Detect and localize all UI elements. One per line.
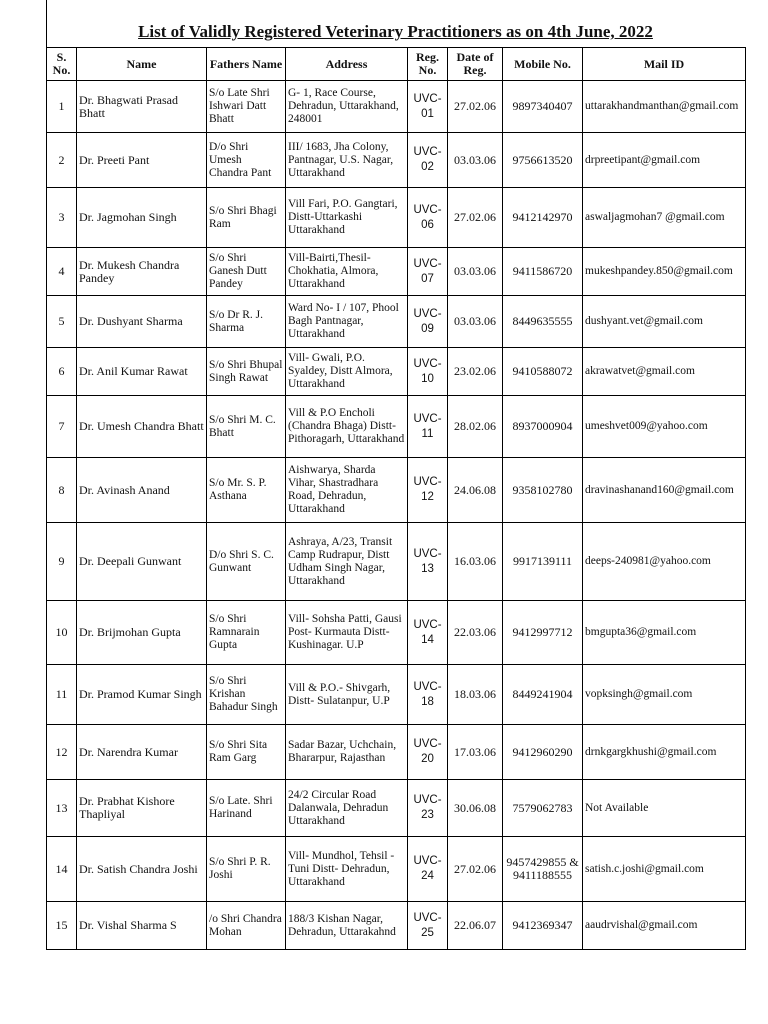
- row-father-name: /o Shri Chandra Mohan: [207, 902, 286, 950]
- row-father-name: D/o Shri S. C. Gunwant: [207, 523, 286, 601]
- row-sno: 9: [47, 523, 77, 601]
- table-row: [47, 665, 746, 725]
- row-sno: 2: [47, 133, 77, 188]
- row-reg-no: UVC-20: [408, 725, 448, 780]
- row-reg-date: 27.02.06: [448, 81, 503, 133]
- row-father-name: S/o Shri Ganesh Dutt Pandey: [207, 248, 286, 296]
- header-sno: S. No.: [47, 48, 77, 81]
- row-reg-no: UVC-12: [408, 458, 448, 523]
- row-father-name: S/o Shri Krishan Bahadur Singh: [207, 665, 286, 725]
- row-reg-no: UVC-10: [408, 348, 448, 396]
- row-reg-no: UVC-07: [408, 248, 448, 296]
- row-address: Ashraya, A/23, Transit Camp Rudrapur, Distt Udham Singh Nagar, Uttarakhand: [286, 523, 408, 601]
- row-father-name: D/o Shri Umesh Chandra Pant: [207, 133, 286, 188]
- header-father: Fathers Name: [207, 48, 286, 81]
- table-row: [47, 188, 746, 248]
- row-address: Aishwarya, Sharda Vihar, Shastradhara Road, Dehradun, Uttarakhand: [286, 458, 408, 523]
- row-mail-id: vopksingh@gmail.com: [583, 665, 746, 725]
- row-reg-no: UVC-09: [408, 296, 448, 348]
- row-address: Vill- Gwali, P.O. Syaldey, Distt Almora, Uttarakhand: [286, 348, 408, 396]
- row-address: Vill- Mundhol, Tehsil - Tuni Distt- Dehradun, Uttarakhand: [286, 837, 408, 902]
- row-reg-no: UVC-25: [408, 902, 448, 950]
- row-name: Dr. Jagmohan Singh: [77, 188, 207, 248]
- row-mobile: 9410588072: [503, 348, 583, 396]
- row-mobile: 9412960290: [503, 725, 583, 780]
- row-name: Dr. Deepali Gunwant: [77, 523, 207, 601]
- table-header-row: [47, 48, 746, 81]
- row-mail-id: mukeshpandey.850@gmail.com: [583, 248, 746, 296]
- row-reg-no: UVC-14: [408, 601, 448, 665]
- row-address: Vill- Sohsha Patti, Gausi Post- Kurmauta Distt- Kushinagar. U.P: [286, 601, 408, 665]
- row-name: Dr. Prabhat Kishore Thapliyal: [77, 780, 207, 837]
- row-sno: 15: [47, 902, 77, 950]
- row-sno: 4: [47, 248, 77, 296]
- row-father-name: S/o Shri P. R. Joshi: [207, 837, 286, 902]
- row-mail-id: drnkgargkhushi@gmail.com: [583, 725, 746, 780]
- row-mail-id: Not Available: [583, 780, 746, 837]
- row-reg-date: 18.03.06: [448, 665, 503, 725]
- table-row: [47, 248, 746, 296]
- table-row: [47, 296, 746, 348]
- row-address: 24/2 Circular Road Dalanwala, Dehradun Uttarakhand: [286, 780, 408, 837]
- row-address: 188/3 Kishan Nagar, Dehradun, Uttarakahnd: [286, 902, 408, 950]
- row-mail-id: umeshvet009@yahoo.com: [583, 396, 746, 458]
- row-mail-id: aswaljagmohan7 @gmail.com: [583, 188, 746, 248]
- row-mobile: 9457429855 & 9411188555: [503, 837, 583, 902]
- row-sno: 6: [47, 348, 77, 396]
- row-address: G- 1, Race Course, Dehradun, Uttarakhand, 248001: [286, 81, 408, 133]
- row-reg-no: UVC-18: [408, 665, 448, 725]
- row-name: Dr. Satish Chandra Joshi: [77, 837, 207, 902]
- row-sno: 10: [47, 601, 77, 665]
- row-mobile: 9897340407: [503, 81, 583, 133]
- row-name: Dr. Preeti Pant: [77, 133, 207, 188]
- table-row: [47, 837, 746, 902]
- row-mobile: 9358102780: [503, 458, 583, 523]
- table-row: [47, 601, 746, 665]
- row-mail-id: aaudrvishal@gmail.com: [583, 902, 746, 950]
- row-reg-date: 03.03.06: [448, 133, 503, 188]
- header-mail: Mail ID: [583, 48, 746, 81]
- table-row: [47, 133, 746, 188]
- row-name: Dr. Mukesh Chandra Pandey: [77, 248, 207, 296]
- row-name: Dr. Narendra Kumar: [77, 725, 207, 780]
- row-reg-date: 03.03.06: [448, 248, 503, 296]
- practitioners-table: [46, 47, 746, 950]
- header-mobile: Mobile No.: [503, 48, 583, 81]
- table-row: [47, 396, 746, 458]
- page-title: List of Validly Registered Veterinary Practitioners as on 4th June, 2022: [138, 22, 653, 41]
- row-father-name: S/o Shri M. C. Bhatt: [207, 396, 286, 458]
- row-name: Dr. Vishal Sharma S: [77, 902, 207, 950]
- row-father-name: S/o Dr R. J. Sharma: [207, 296, 286, 348]
- row-address: Ward No- I / 107, Phool Bagh Pantnagar, Uttarakhand: [286, 296, 408, 348]
- row-mobile: 9756613520: [503, 133, 583, 188]
- row-address: Vill & P.O Encholi (Chandra Bhaga) Distt- Pithoragarh, Uttarakhand: [286, 396, 408, 458]
- row-reg-date: 22.03.06: [448, 601, 503, 665]
- row-mobile: 8937000904: [503, 396, 583, 458]
- row-sno: 3: [47, 188, 77, 248]
- row-sno: 1: [47, 81, 77, 133]
- row-reg-date: 27.02.06: [448, 188, 503, 248]
- row-sno: 11: [47, 665, 77, 725]
- row-reg-date: 16.03.06: [448, 523, 503, 601]
- row-mobile: 8449635555: [503, 296, 583, 348]
- table-row: [47, 725, 746, 780]
- row-mail-id: bmgupta36@gmail.com: [583, 601, 746, 665]
- row-mobile: 7579062783: [503, 780, 583, 837]
- row-name: Dr. Anil Kumar Rawat: [77, 348, 207, 396]
- row-address: Vill & P.O.- Shivgarh, Distt- Sulatanpur, U.P: [286, 665, 408, 725]
- row-mail-id: dravinashanand160@gmail.com: [583, 458, 746, 523]
- row-father-name: S/o Shri Sita Ram Garg: [207, 725, 286, 780]
- row-mobile: 9917139111: [503, 523, 583, 601]
- row-name: Dr. Bhagwati Prasad Bhatt: [77, 81, 207, 133]
- row-mobile: 9412369347: [503, 902, 583, 950]
- row-name: Dr. Dushyant Sharma: [77, 296, 207, 348]
- row-reg-no: UVC-01: [408, 81, 448, 133]
- row-mobile: 8449241904: [503, 665, 583, 725]
- row-mobile: 9411586720: [503, 248, 583, 296]
- row-sno: 14: [47, 837, 77, 902]
- row-reg-no: UVC-13: [408, 523, 448, 601]
- row-reg-date: 17.03.06: [448, 725, 503, 780]
- row-sno: 5: [47, 296, 77, 348]
- row-address: Sadar Bazar, Uchchain, Bhararpur, Rajasthan: [286, 725, 408, 780]
- table-row: [47, 523, 746, 601]
- row-name: Dr. Brijmohan Gupta: [77, 601, 207, 665]
- row-name: Dr. Umesh Chandra Bhatt: [77, 396, 207, 458]
- row-reg-date: 30.06.08: [448, 780, 503, 837]
- header-reg: Reg. No.: [408, 48, 448, 81]
- row-mail-id: uttarakhandmanthan@gmail.com: [583, 81, 746, 133]
- row-name: Dr. Avinash Anand: [77, 458, 207, 523]
- row-sno: 13: [47, 780, 77, 837]
- row-mobile: 9412997712: [503, 601, 583, 665]
- row-reg-no: UVC-06: [408, 188, 448, 248]
- row-name: Dr. Pramod Kumar Singh: [77, 665, 207, 725]
- header-address: Address: [286, 48, 408, 81]
- row-sno: 8: [47, 458, 77, 523]
- row-father-name: S/o Shri Bhupal Singh Rawat: [207, 348, 286, 396]
- row-father-name: S/o Late. Shri Harinand: [207, 780, 286, 837]
- row-reg-date: 22.06.07: [448, 902, 503, 950]
- header-date: Date of Reg.: [448, 48, 503, 81]
- row-mobile: 9412142970: [503, 188, 583, 248]
- row-reg-no: UVC-23: [408, 780, 448, 837]
- row-sno: 7: [47, 396, 77, 458]
- row-father-name: S/o Late Shri Ishwari Datt Bhatt: [207, 81, 286, 133]
- row-mail-id: akrawatvet@gmail.com: [583, 348, 746, 396]
- row-sno: 12: [47, 725, 77, 780]
- header-name: Name: [77, 48, 207, 81]
- row-father-name: S/o Shri Bhagi Ram: [207, 188, 286, 248]
- table-row: [47, 902, 746, 950]
- table-row: [47, 348, 746, 396]
- row-reg-date: 24.06.08: [448, 458, 503, 523]
- row-father-name: S/o Mr. S. P. Asthana: [207, 458, 286, 523]
- row-mail-id: deeps-240981@yahoo.com: [583, 523, 746, 601]
- row-address: III/ 1683, Jha Colony, Pantnagar, U.S. Nagar, Uttarakhand: [286, 133, 408, 188]
- row-mail-id: satish.c.joshi@gmail.com: [583, 837, 746, 902]
- row-reg-date: 27.02.06: [448, 837, 503, 902]
- row-reg-no: UVC-02: [408, 133, 448, 188]
- row-reg-no: UVC-24: [408, 837, 448, 902]
- row-reg-no: UVC-11: [408, 396, 448, 458]
- row-mail-id: dushyant.vet@gmail.com: [583, 296, 746, 348]
- table-row: [47, 458, 746, 523]
- row-reg-date: 23.02.06: [448, 348, 503, 396]
- row-address: Vill Fari, P.O. Gangtari, Distt-Uttarkashi Uttarakhand: [286, 188, 408, 248]
- row-address: Vill-Bairti,Thesil-Chokhatia, Almora, Uttarakhand: [286, 248, 408, 296]
- table-row: [47, 81, 746, 133]
- table-row: [47, 780, 746, 837]
- row-mail-id: drpreetipant@gmail.com: [583, 133, 746, 188]
- row-reg-date: 28.02.06: [448, 396, 503, 458]
- row-reg-date: 03.03.06: [448, 296, 503, 348]
- row-father-name: S/o Shri Ramnarain Gupta: [207, 601, 286, 665]
